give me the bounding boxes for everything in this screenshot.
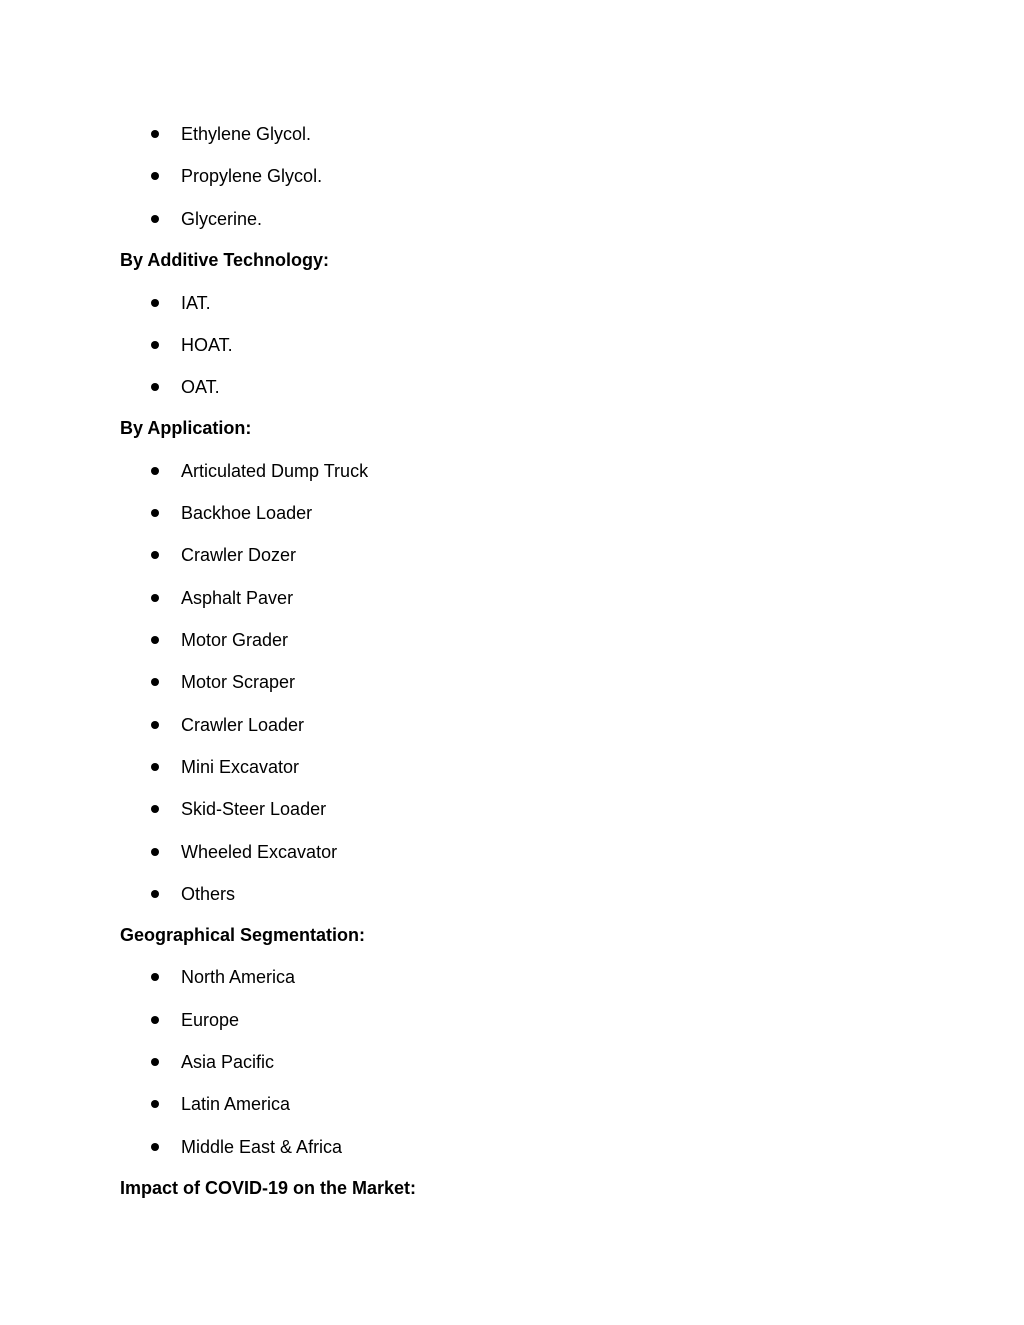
list-item-text: Ethylene Glycol. (181, 124, 312, 144)
section-heading-text: By Application: (120, 418, 252, 438)
bullet-icon (151, 383, 159, 391)
bullet-icon (151, 973, 159, 981)
section-heading-text: Impact of COVID-19 on the Market: (120, 1178, 417, 1198)
bullet-icon (151, 1058, 159, 1066)
bullet-icon (151, 805, 159, 813)
list-item-text: Glycerine. (181, 209, 263, 229)
list-item-text: Others (181, 884, 236, 904)
bullet-icon (151, 890, 159, 898)
list-item-text: IAT. (181, 293, 211, 313)
list-item-text: Skid-Steer Loader (181, 799, 327, 819)
list-item-text: Motor Scraper (181, 672, 296, 692)
list-item-text: Crawler Loader (181, 715, 305, 735)
bullet-icon (151, 763, 159, 771)
bullet-icon (151, 721, 159, 729)
bullet-icon (151, 1100, 159, 1108)
list-item-text: Wheeled Excavator (181, 842, 338, 862)
list-item-text: Asia Pacific (181, 1052, 275, 1072)
bullet-icon (151, 848, 159, 856)
list-item-text: Europe (181, 1010, 240, 1030)
bullet-icon (151, 1143, 159, 1151)
bullet-icon (151, 594, 159, 602)
list-item-text: Mini Excavator (181, 757, 300, 777)
bullet-icon (151, 1016, 159, 1024)
list-item-text: Articulated Dump Truck (181, 461, 369, 481)
bullet-icon (151, 551, 159, 559)
list-item-text: HOAT. (181, 335, 233, 355)
bullet-icon (151, 341, 159, 349)
list-item-text: Crawler Dozer (181, 545, 297, 565)
bullet-icon (151, 215, 159, 223)
bullet-icon (151, 467, 159, 475)
list-item-text: Asphalt Paver (181, 588, 294, 608)
bullet-icon (151, 509, 159, 517)
bullet-icon (151, 172, 159, 180)
bullet-icon (151, 678, 159, 686)
list-item-text: North America (181, 967, 296, 987)
bullet-icon (151, 636, 159, 644)
section-heading-text: By Additive Technology: (120, 250, 330, 270)
list-item-text: Propylene Glycol. (181, 166, 323, 186)
list-item-text: Latin America (181, 1094, 291, 1114)
bullet-icon (151, 130, 159, 138)
section-heading-text: Geographical Segmentation: (120, 925, 366, 945)
list-item-text: Motor Grader (181, 630, 289, 650)
list-item-text: Backhoe Loader (181, 503, 313, 523)
list-item-text: Middle East & Africa (181, 1137, 343, 1157)
bullet-icon (151, 299, 159, 307)
list-item-text: OAT. (181, 377, 220, 397)
